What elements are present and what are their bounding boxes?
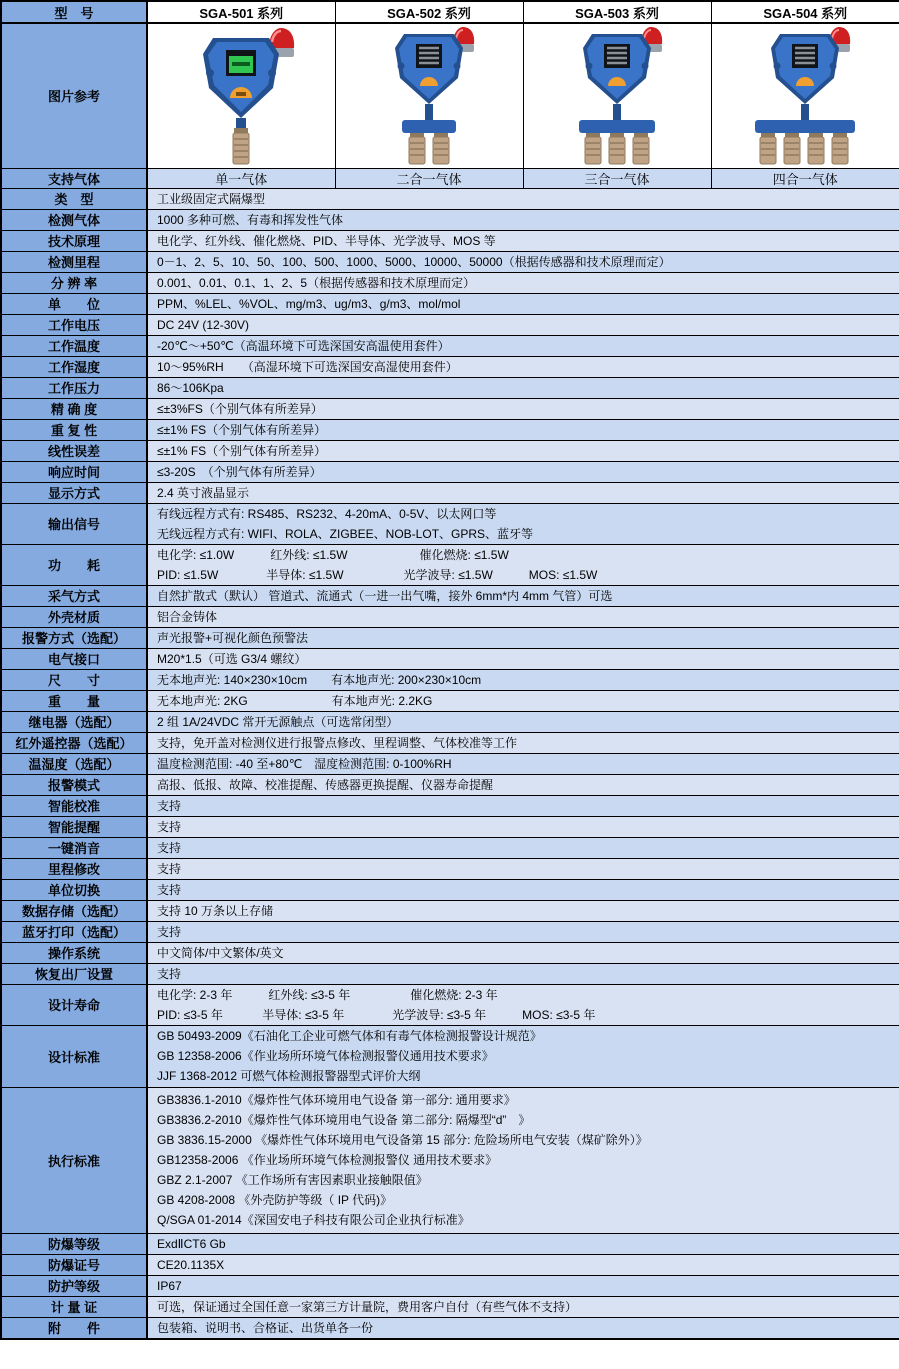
table-header-row <box>1 1 899 23</box>
table-row <box>1 753 899 774</box>
spec-row-label: 技术原理 <box>1 230 147 251</box>
spec-row-value <box>147 1275 899 1296</box>
spec-row-label: 附 件 <box>1 1317 147 1339</box>
spec-row-value <box>147 606 899 627</box>
spec-value-line: 电化学、红外线、催化燃烧、PID、半导体、光学波导、MOS 等 <box>157 233 496 248</box>
spec-row-value <box>147 942 899 963</box>
spec-row-value <box>147 1025 899 1087</box>
spec-value-line: 无本地声光: 2KG 有本地声光: 2.2KG <box>157 693 433 708</box>
table-row <box>1 963 899 984</box>
spec-row-value <box>147 648 899 669</box>
spec-value-line: GB 4208-2008 《外壳防护等级（ IP 代码)》 <box>157 1193 393 1207</box>
spec-value-line: 工业级固定式隔爆型 <box>157 191 266 206</box>
spec-value-line: 支持 10 万条以上存储 <box>157 903 274 918</box>
spec-value-line: 支持 <box>157 798 182 813</box>
table-row <box>1 1275 899 1296</box>
table-row <box>1 503 899 544</box>
device-image-sga503 <box>523 23 711 168</box>
spec-value-line: ExdⅡCT6 Gb <box>157 1236 226 1251</box>
spec-value-line: 电化学: ≤1.0W 红外线: ≤1.5W 催化燃烧: ≤1.5W <box>157 547 509 562</box>
gas-detector-2-probe-icon <box>344 26 514 166</box>
spec-value-line: 2 组 1A/24VDC 常开无源触点（可选常闭型） <box>157 714 399 729</box>
spec-row-value <box>147 356 899 377</box>
gas-row-label: 支持气体 <box>1 168 147 188</box>
spec-value-line: GBZ 2.1-2007 《工作场所有害因素职业接触限值》 <box>157 1173 428 1187</box>
model-header-sga501: SGA-501 系列 <box>147 1 335 23</box>
spec-value-line: PID: ≤1.5W 半导体: ≤1.5W 光学波导: ≤1.5W MOS: ≤1.5W <box>157 567 598 582</box>
spec-row-value <box>147 335 899 356</box>
table-row <box>1 711 899 732</box>
spec-row-value <box>147 188 899 209</box>
spec-value-line: 包装箱、说明书、合格证、出货单各一份 <box>157 1320 374 1335</box>
table-row <box>1 1087 899 1233</box>
spec-row-label: 报警模式 <box>1 774 147 795</box>
spec-value-line: 支持，免开盖对检测仪进行报警点修改、里程调整、气体校准等工作 <box>157 735 518 750</box>
spec-row-value <box>147 984 899 1025</box>
spec-value-line: ≤±3%FS（个别气体有所差异） <box>157 401 323 416</box>
spec-row-label: 工作电压 <box>1 314 147 335</box>
spec-row-label: 响应时间 <box>1 461 147 482</box>
spec-row-value <box>147 482 899 503</box>
spec-value-line: GB 12358-2006《作业场所环境气体检测报警仪通用技术要求》 <box>157 1049 494 1063</box>
spec-row-label: 红外遥控器（选配） <box>1 732 147 753</box>
table-row <box>1 272 899 293</box>
spec-row-value <box>147 585 899 606</box>
table-row <box>1 188 899 209</box>
spec-value-line: 可选，保证通过全国任意一家第三方计量院，费用客户自付（有些气体不支持） <box>157 1299 578 1314</box>
spec-row-label: 单 位 <box>1 293 147 314</box>
gas-detector-3-probe-icon <box>532 26 702 166</box>
spec-row-label: 单位切换 <box>1 879 147 900</box>
spec-row-label: 输出信号 <box>1 503 147 544</box>
spec-value-line: DC 24V (12-30V) <box>157 317 250 332</box>
spec-row-label: 精 确 度 <box>1 398 147 419</box>
spec-value-line: 声光报警+可视化颜色预警法 <box>157 630 309 645</box>
table-row <box>1 356 899 377</box>
spec-row-label: 设计寿命 <box>1 984 147 1025</box>
spec-value-line: M20*1.5（可选 G3/4 螺纹） <box>157 651 307 666</box>
spec-value-line: PPM、%LEL、%VOL、mg/m3、ug/m3、g/m3、mol/mol <box>157 296 461 311</box>
table-row <box>1 774 899 795</box>
spec-row-label: 恢复出厂设置 <box>1 963 147 984</box>
gas-count-sga504: 四合一气体 <box>711 168 899 188</box>
spec-row-label: 显示方式 <box>1 482 147 503</box>
spec-value-line: PID: ≤3-5 年 半导体: ≤3-5 年 光学波导: ≤3-5 年 MOS: ≤3-5 年 <box>157 1007 596 1022</box>
table-row <box>1 669 899 690</box>
spec-row-value <box>147 1254 899 1275</box>
spec-value-line: 支持 <box>157 924 182 939</box>
image-row-label: 图片参考 <box>1 23 147 168</box>
spec-row-value <box>147 732 899 753</box>
spec-value-line: GB3836.1-2010《爆炸性气体环境用电气设备 第一部分: 通用要求》 <box>157 1093 516 1107</box>
spec-row-label: 智能校准 <box>1 795 147 816</box>
table-row <box>1 900 899 921</box>
table-row <box>1 544 899 585</box>
gas-detector-4-probe-icon <box>716 26 894 166</box>
spec-value-line: 中文简体/中文繁体/英文 <box>157 945 284 960</box>
spec-row-value <box>147 377 899 398</box>
spec-row-value <box>147 753 899 774</box>
spec-value-line: 有线远程方式有: RS485、RS232、4-20mA、0-5V、以太网口等 <box>157 506 497 521</box>
spec-row-value <box>147 690 899 711</box>
spec-row-label: 检测气体 <box>1 209 147 230</box>
table-row <box>1 1233 899 1254</box>
table-row <box>1 1254 899 1275</box>
spec-row-label: 检测里程 <box>1 251 147 272</box>
spec-value-line: ≤±1% FS（个别气体有所差异） <box>157 422 327 437</box>
spec-row-label: 操作系统 <box>1 942 147 963</box>
spec-value-line: 86～106Kpa <box>157 380 224 395</box>
spec-row-label: 一键消音 <box>1 837 147 858</box>
table-row <box>1 1025 899 1087</box>
table-row <box>1 335 899 356</box>
spec-row-value <box>147 398 899 419</box>
spec-row-label: 尺 寸 <box>1 669 147 690</box>
spec-value-line: 1000 多种可燃、有毒和挥发性气体 <box>157 212 344 227</box>
device-image-sga501 <box>147 23 335 168</box>
spec-row-label: 智能提醒 <box>1 816 147 837</box>
table-row <box>1 377 899 398</box>
spec-row-label: 类 型 <box>1 188 147 209</box>
spec-value-line: 温度检测范围: -40 至+80℃ 湿度检测范围: 0-100%RH <box>157 756 452 771</box>
spec-row-value <box>147 774 899 795</box>
spec-value-line: 自然扩散式（默认） 管道式、流通式（一进一出气嘴，接外 6mm*内 4mm 气管）可选 <box>157 588 613 603</box>
spec-row-label: 蓝牙打印（选配） <box>1 921 147 942</box>
table-row <box>1 648 899 669</box>
model-header-sga504: SGA-504 系列 <box>711 1 899 23</box>
spec-row-value <box>147 900 899 921</box>
spec-row-label: 分 辨 率 <box>1 272 147 293</box>
spec-row-value <box>147 1087 899 1233</box>
spec-row-value <box>147 1317 899 1339</box>
table-row <box>1 627 899 648</box>
model-header-sga503: SGA-503 系列 <box>523 1 711 23</box>
spec-row-label: 重 量 <box>1 690 147 711</box>
spec-row-value <box>147 272 899 293</box>
table-row <box>1 314 899 335</box>
spec-value-line: 无线远程方式有: WIFI、ROLA、ZIGBEE、NOB-LOT、GPRS、蓝牙等 <box>157 526 534 541</box>
table-row <box>1 858 899 879</box>
gas-count-sga502: 二合一气体 <box>335 168 523 188</box>
spec-row-value <box>147 440 899 461</box>
spec-row-label: 温湿度（选配） <box>1 753 147 774</box>
table-row <box>1 209 899 230</box>
spec-value-line: 支持 <box>157 882 182 897</box>
spec-row-value <box>147 669 899 690</box>
table-row <box>1 1296 899 1317</box>
table-row <box>1 984 899 1025</box>
spec-row-value <box>147 627 899 648</box>
spec-row-value <box>147 711 899 732</box>
table-row <box>1 606 899 627</box>
spec-row-value <box>147 461 899 482</box>
spec-row-label: 重 复 性 <box>1 419 147 440</box>
spec-row-label: 执行标准 <box>1 1087 147 1233</box>
spec-row-value <box>147 816 899 837</box>
table-row <box>1 482 899 503</box>
spec-value-line: Q/SGA 01-2014《深国安电子科技有限公司企业执行标准》 <box>157 1213 470 1227</box>
spec-row-value <box>147 1296 899 1317</box>
table-row <box>1 251 899 272</box>
spec-value-line: IP67 <box>157 1278 182 1293</box>
table-row <box>1 879 899 900</box>
spec-row-value <box>147 858 899 879</box>
spec-value-line: ≤±1% FS（个别气体有所差异） <box>157 443 327 458</box>
spec-value-line: JJF 1368-2012 可燃气体检测报警器型式评价大纲 <box>157 1069 421 1083</box>
gas-count-sga501: 单一气体 <box>147 168 335 188</box>
table-row <box>1 795 899 816</box>
spec-value-line: 0－1、2、5、10、50、100、500、1000、5000、10000、50000（根据传感器和技术原理而定） <box>157 254 671 269</box>
table-row <box>1 440 899 461</box>
table-row <box>1 690 899 711</box>
gas-detector-1-probe-icon <box>156 26 326 166</box>
model-header-sga502: SGA-502 系列 <box>335 1 523 23</box>
spec-row-label: 防护等级 <box>1 1275 147 1296</box>
table-row <box>1 921 899 942</box>
table-row <box>1 419 899 440</box>
spec-row-label: 防爆等级 <box>1 1233 147 1254</box>
spec-row-label: 功 耗 <box>1 544 147 585</box>
spec-row-label: 防爆证号 <box>1 1254 147 1275</box>
table-row <box>1 398 899 419</box>
spec-row-value <box>147 293 899 314</box>
spec-value-line: 支持 <box>157 966 182 981</box>
spec-row-value <box>147 503 899 544</box>
spec-value-line: -20℃～+50℃（高温环境下可选深国安高温使用套件） <box>157 338 450 353</box>
spec-value-line: GB 3836.15-2000 《爆炸性气体环境用电气设备第 15 部分: 危险场所电气安装（煤矿除外）》 <box>157 1133 648 1147</box>
spec-row-label: 采气方式 <box>1 585 147 606</box>
spec-row-value <box>147 251 899 272</box>
supported-gas-row <box>1 168 899 188</box>
spec-value-line: 高报、低报、故障、校准提醒、传感器更换提醒、仪器寿命提醒 <box>157 777 494 792</box>
spec-row-label: 报警方式（选配） <box>1 627 147 648</box>
spec-row-label: 计 量 证 <box>1 1296 147 1317</box>
spec-row-value <box>147 209 899 230</box>
spec-row-label: 工作湿度 <box>1 356 147 377</box>
device-image-sga502 <box>335 23 523 168</box>
spec-value-line: 0.001、0.01、0.1、1、2、5（根据传感器和技术原理而定） <box>157 275 476 290</box>
spec-row-value <box>147 230 899 251</box>
table-row <box>1 293 899 314</box>
spec-row-value <box>147 837 899 858</box>
table-row <box>1 837 899 858</box>
spec-row-label: 线性误差 <box>1 440 147 461</box>
spec-value-line: 支持 <box>157 840 182 855</box>
spec-row-label: 电气接口 <box>1 648 147 669</box>
table-row <box>1 230 899 251</box>
spec-row-value <box>147 544 899 585</box>
spec-row-label: 外壳材质 <box>1 606 147 627</box>
device-image-sga504 <box>711 23 899 168</box>
spec-value-line: GB3836.2-2010《爆炸性气体环境用电气设备 第二部分: 隔爆型“d” 》 <box>157 1113 531 1127</box>
spec-value-line: 2.4 英寸液晶显示 <box>157 485 250 500</box>
table-row <box>1 816 899 837</box>
spec-row-label: 数据存储（选配） <box>1 900 147 921</box>
spec-row-value <box>147 921 899 942</box>
table-row <box>1 1317 899 1339</box>
spec-row-label: 工作温度 <box>1 335 147 356</box>
spec-value-line: 支持 <box>157 861 182 876</box>
spec-value-line: 无本地声光: 140×230×10cm 有本地声光: 200×230×10cm <box>157 672 482 687</box>
table-row <box>1 585 899 606</box>
spec-value-line: ≤3-20S （个别气体有所差异） <box>157 464 322 479</box>
spec-row-value <box>147 795 899 816</box>
spec-row-value <box>147 963 899 984</box>
model-row-label: 型 号 <box>1 1 147 23</box>
spec-row-label: 继电器（选配） <box>1 711 147 732</box>
spec-value-line: 支持 <box>157 819 182 834</box>
spec-value-line: CE20.1135X <box>157 1257 225 1272</box>
spec-value-line: 电化学: 2-3 年 红外线: ≤3-5 年 催化燃烧: 2-3 年 <box>157 987 498 1002</box>
table-row <box>1 732 899 753</box>
spec-row-value <box>147 419 899 440</box>
spec-row-value <box>147 314 899 335</box>
gas-count-sga503: 三合一气体 <box>523 168 711 188</box>
table-row <box>1 461 899 482</box>
spec-value-line: GB 50493-2009《石油化工企业可燃气体和有毒气体检测报警设计规范》 <box>157 1029 542 1043</box>
spec-value-line: 10～95%RH （高湿环境下可选深国安高湿使用套件） <box>157 359 458 374</box>
spec-value-line: 铝合金铸体 <box>157 609 218 624</box>
table-row <box>1 942 899 963</box>
spec-row-label: 里程修改 <box>1 858 147 879</box>
spec-row-label: 工作压力 <box>1 377 147 398</box>
spec-value-line: GB12358-2006 《作业场所环境气体检测报警仪 通用技术要求》 <box>157 1153 498 1167</box>
spec-row-label: 设计标准 <box>1 1025 147 1087</box>
spec-row-value <box>147 1233 899 1254</box>
spec-row-value <box>147 879 899 900</box>
image-reference-row <box>1 23 899 168</box>
